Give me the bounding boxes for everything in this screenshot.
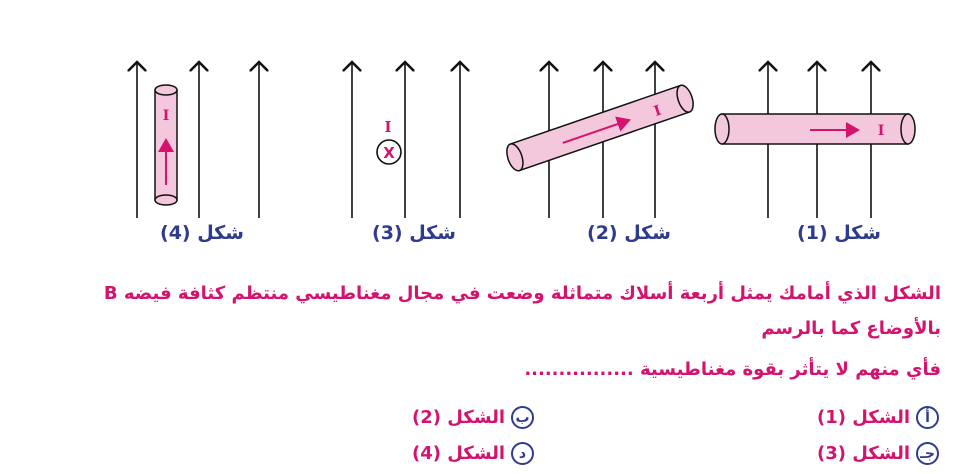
figure-1-label: شكل (1): [797, 222, 881, 244]
wire-inclined: [504, 83, 697, 173]
current-label: I: [162, 108, 170, 124]
figure-4-label: شكل (4): [160, 222, 244, 244]
current-label: I: [877, 123, 885, 139]
figure-3-diagram: [352, 62, 460, 218]
option-letter-a: أ: [916, 406, 939, 429]
option-c-text: الشكل (3): [816, 443, 910, 464]
figure-3-label: شكل (3): [372, 222, 456, 244]
figure-2-label: شكل (2): [587, 222, 671, 244]
figure-2-diagram: [504, 62, 697, 218]
question-line-2: بالأوضاع كما بالرسم: [761, 318, 941, 339]
option-c[interactable]: [817, 442, 939, 465]
option-letter-b: ب: [511, 406, 534, 429]
wire-horizontal: [715, 114, 915, 144]
question-line-1: الشكل الذي أمامك يمثل أربعة أسلاك متماثلة وضعت في مجال مغناطيسي منتظم كثافة فيضه B: [103, 283, 941, 304]
option-letter-c: جـ: [916, 442, 939, 465]
question-line-3: فأي منهم لا يتأثر بقوة مغناطيسية ................: [524, 359, 941, 380]
figure-1-diagram: [715, 62, 915, 218]
current-label: I: [384, 118, 392, 136]
option-a[interactable]: [817, 406, 939, 429]
option-letter-d: د: [511, 442, 534, 465]
option-d-text: الشكل (4): [411, 443, 505, 464]
figure-4-diagram: [137, 62, 259, 218]
option-b[interactable]: [412, 406, 534, 429]
option-d[interactable]: [412, 442, 534, 465]
wire-vertical: [155, 85, 177, 205]
option-b-text: الشكل (2): [411, 407, 505, 428]
current-label: I: [652, 102, 664, 120]
into-page-symbol: X: [383, 144, 395, 162]
option-a-text: الشكل (1): [816, 407, 910, 428]
